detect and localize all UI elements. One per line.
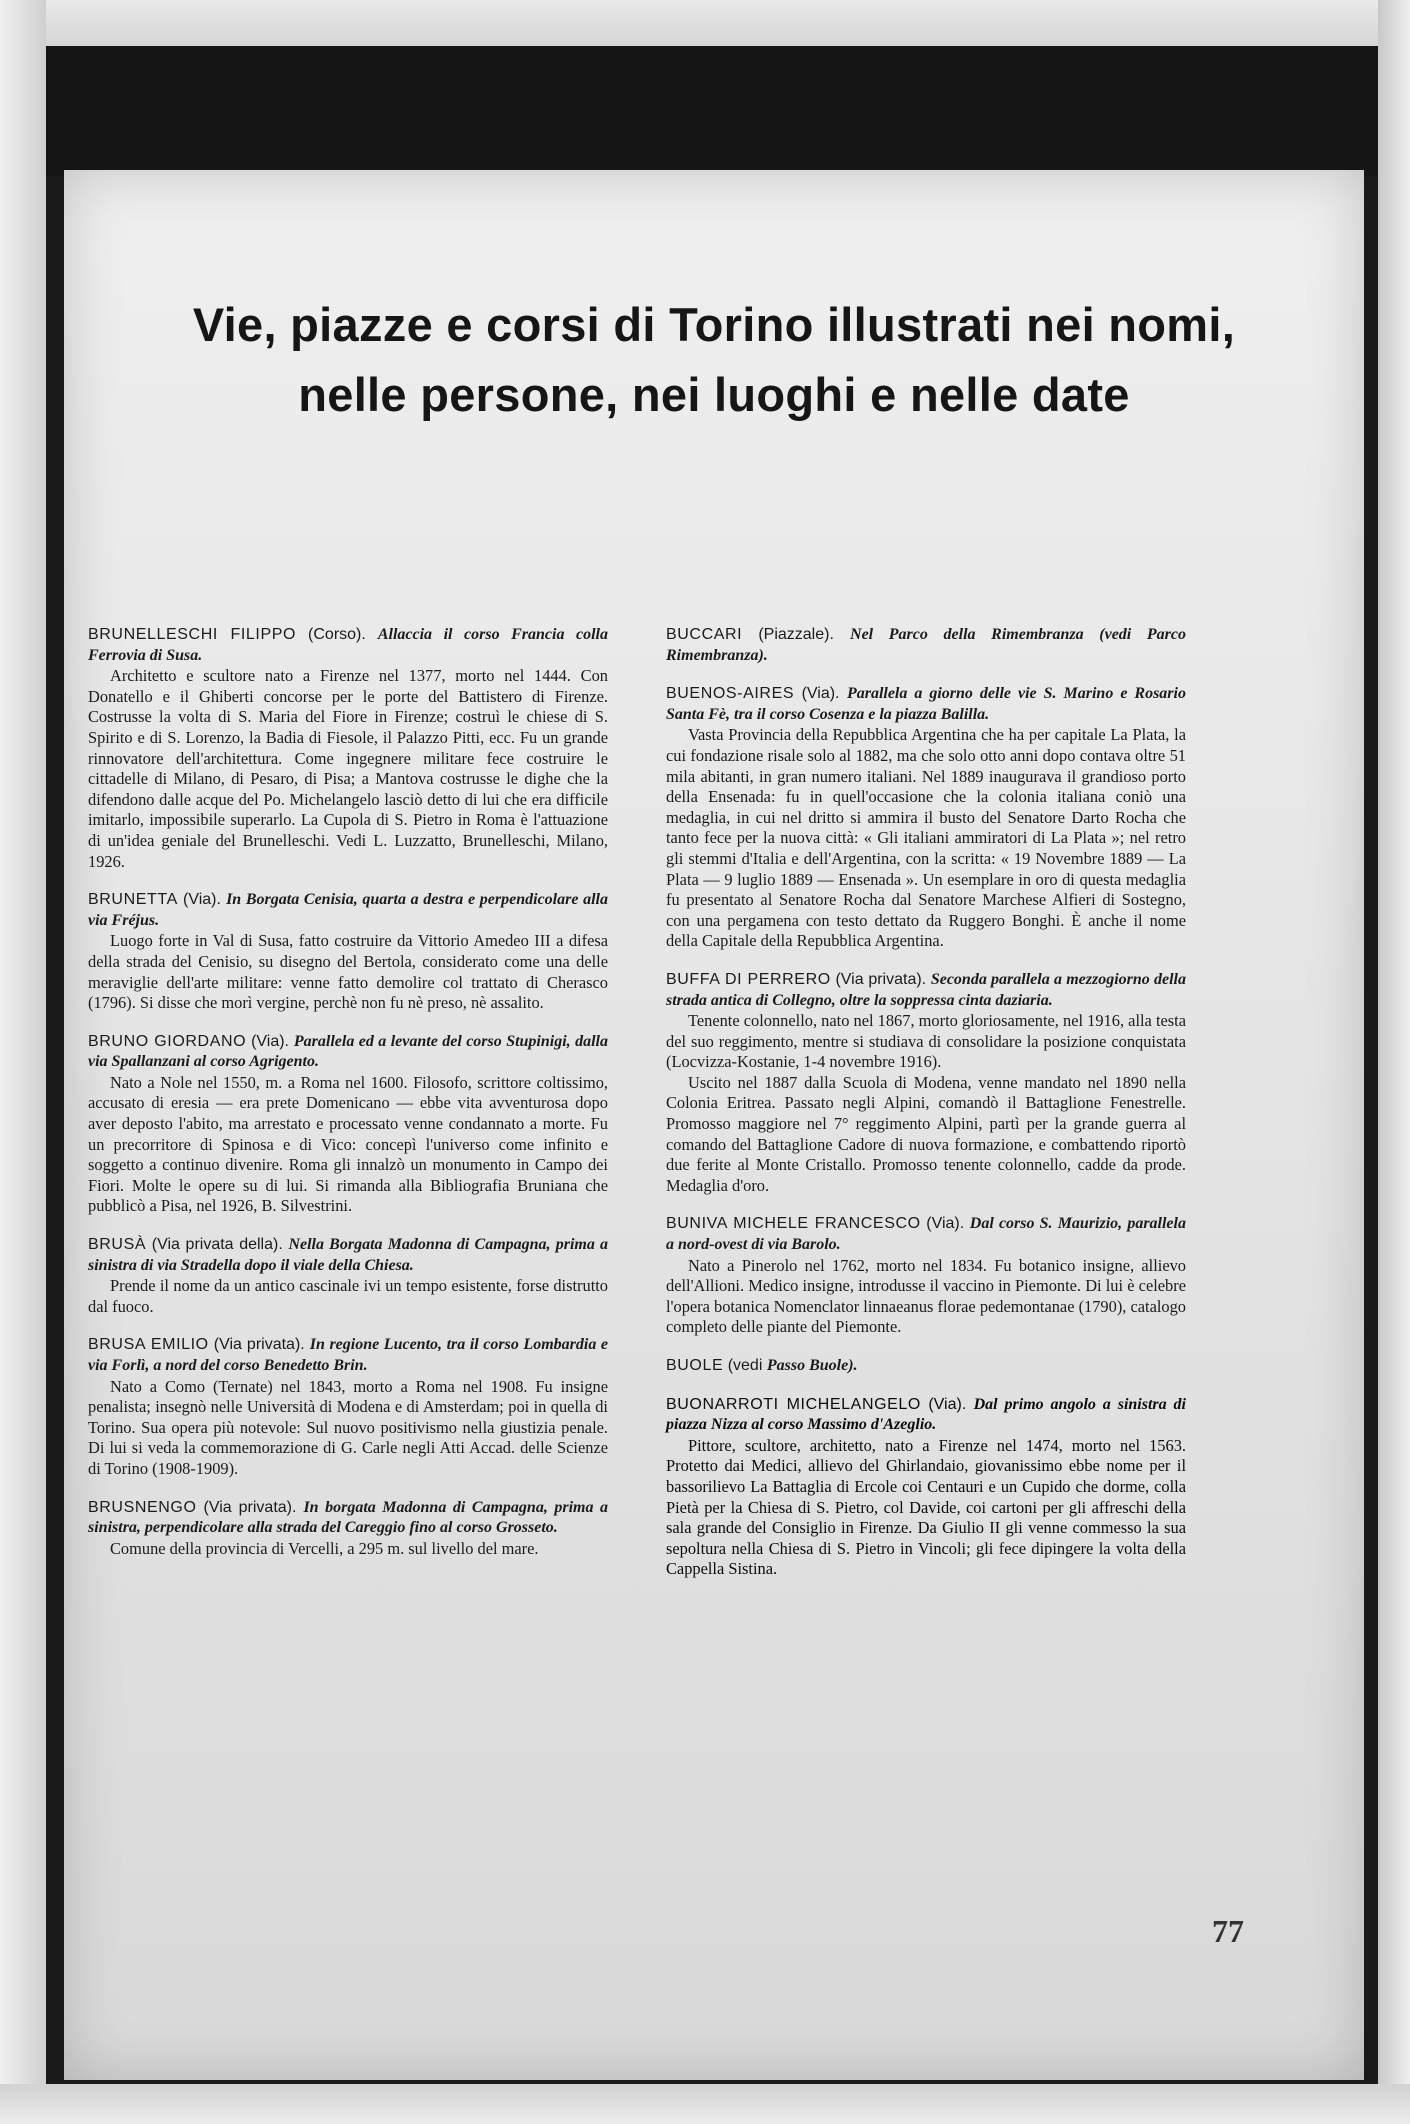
street-entry [88,890,608,1014]
street-entry [666,1356,1186,1377]
street-type: (Via privata). [203,1498,297,1516]
entry-heading [666,1356,1186,1377]
street-entry [666,684,1186,952]
entry-paragraph: Uscito nel 1887 dalla Scuola di Modena, venne mandato nel 1890 nella Colonia Eritrea. Passato negli Alpini, comandò il Battaglione Fenestrelle. Promosso maggiore nel 7° reggimento Alpini, partì per la grande guerra al comando del Battaglione Cadore di nuova formazione, e combattendo riportò due ferite al Monte Cristallo. Promosso tenente colonnello, cadde da prode. Medaglia d'oro. [666,1072,1186,1195]
page-number: 77 [1212,1913,1244,1949]
street-location: In regione Lucento, tra il corso Lombardia e via Forlì, a nord del corso Benedetto Brin. [88,1336,609,1374]
street-location: Seconda parallela a mezzogiorno della strada antica di Collegno, oltre la soppressa cinta daziaria. [666,970,1186,1009]
document-page [64,170,1364,2080]
street-type: (vedi [727,1357,763,1374]
street-name: BRUSNENGO [88,1498,197,1516]
entry-paragraph: Nato a Nole nel 1550, m. a Roma nel 1600. Filosofo, scrittore coltissimo, accusato di eresia — era prete Domenicano — ebbe vita avventurosa dopo aver deposto l'abito, ma arrestato e processato venne condannato a morte. Fu un precorritore di Spinosa e di Vico: concepì l'universo come infinito e soggetto a continuo divenire. Roma gli innalzò un monumento in Campo dei Fiori. Molte le opere su di lui. Si rimanda alla Bibliografia Bruniana che pubblicò a Pisa, nel 1926, B. Silvestrini. [88,1072,608,1216]
street-entry [88,1335,608,1479]
street-name: BUNIVA MICHELE FRANCESCO [666,1215,921,1233]
street-name: BRUSÀ [88,1236,147,1254]
scan-margin-right [1378,0,1410,2124]
street-name: BUOLE [666,1357,724,1374]
street-location: Passo Buole). [766,1357,858,1374]
street-location: Nella Borgata Madonna di Campagna, prima a sinistra di via Stradella dopo il viale della Chiesa. [88,1236,609,1274]
right-column [666,625,1186,1598]
street-location: Allaccia il corso Francia colla Ferrovia di Susa. [88,626,608,664]
street-type: (Via privata). [213,1336,305,1354]
page-title-line-2: nelle persone, nei luoghi e nelle date [298,368,1130,421]
street-name: BUFFA DI PERRERO [666,970,831,988]
street-entry [666,625,1186,666]
page-title-line-1: Vie, piazze e corsi di Torino illustrati nei nomi, [192,298,1236,351]
street-entry [666,970,1186,1197]
scan-margin-top [0,0,1410,46]
entry-paragraph: Pittore, scultore, architetto, nato a Firenze nel 1474, morto nel 1563. Protetto dai Medici, allievo del Ghirlandaio, giovanissimo ebbe nome per il bassorilievo La Battaglia di Ercole coi Centauri e un Cupido che dorme, colla Pietà per la Chiesa di S. Pietro, col Davide, coi cartoni per gli affreschi della sala grande del Consiglio in Firenze. Da Giulio II gli venne commesso la sua sepoltura nella Chiesa di S. Pietro in Vincoli; gli fece dipingere la volta della Cappella Sistina. [666,1435,1186,1579]
street-entry [88,1032,608,1217]
street-location: Nel Parco della Rimembranza (vedi Parco Rimembranza). [666,626,1187,664]
page-title [64,290,1364,430]
entry-paragraph: Luogo forte in Val di Susa, fatto costruire da Vittorio Amedeo III a difesa della strada del Cenisio, su disegno del Bertola, considerato come una delle meraviglie dell'arte militare: venne fatto demolire col trattato di Cherasco (1796). Si disse che morì vergine, perchè non fu nè preso, nè assalito. [88,931,608,1013]
entry-heading [666,1214,1186,1255]
entry-heading [88,1235,608,1276]
street-entry [88,1235,608,1317]
street-location: Dal primo angolo a sinistra di piazza Nizza al corso Massimo d'Azeglio. [666,1395,1186,1434]
street-entry [666,1395,1186,1580]
street-type: (Via). [182,891,221,909]
entry-heading [666,970,1186,1011]
entry-heading [666,625,1186,666]
street-type: (Via). [926,1215,965,1233]
entry-paragraph: Nato a Pinerolo nel 1762, morto nel 1834. Fu botanico insigne, allievo dell'Allioni. Medico insigne, introdusse il vaccino in Piemonte. Di lui è celebre l'opera botanica Nomenclator linnaeanus florae pedemontanae (1790), catalogo completo delle piante del Piemonte. [666,1255,1186,1337]
street-location: In borgata Madonna di Campagna, prima a sinistra, perpendicolare alla strada del Careggio fino al corso Grosseto. [88,1498,609,1537]
scan-margin-left [0,0,46,2124]
entry-paragraph: Tenente colonnello, nato nel 1867, morto gloriosamente, nel 1916, alla testa del suo reggimento, mentre si studiava di consolidare la posizione conquistata (Locvizza-Kostanie, 1-4 novembre 1916). [666,1011,1186,1072]
street-entry [666,1214,1186,1338]
street-type: (Via). [801,685,840,703]
entry-paragraph: Prende il nome da un antico cascinale ivi un tempo esistente, forse distrutto dal fuoco. [88,1276,608,1316]
entry-heading [666,684,1186,725]
street-name: BUCCARI [666,626,743,643]
scan-margin-bottom [0,2084,1410,2124]
street-entry [88,625,608,872]
entry-paragraph: Vasta Provincia della Repubblica Argentina che ha per capitale La Plata, la cui fondazione risale solo al 1882, ma che solo otto anni dopo contava oltre 51 mila abitanti, in gran numero italiani. Nel 1889 inaugurava il grandioso porto della Ensenada: fu in quell'occasione che la colonia italiana coniò una medaglia, in cui nel dritto si ammira il busto del Senatore Darto Rocha che tanto fece per la nuova città: « Gli italiani ammiratori di La Plata »; nel retro gli stemmi d'Italia e dell'Argentina, con la scritta: « 19 Novembre 1889 — La Plata — 9 luglio 1889 — Ensenada ». Un esemplare in oro di questa medaglia fu presentato al Senatore Rocha dal Senatore Marchese Alfieri di Sostegno, con una pergamena con testo dettato da Ruggero Bonghi. È anche il nome della Capitale della Repubblica Argentina. [666,725,1186,951]
street-name: BRUSA EMILIO [88,1336,209,1354]
entry-paragraph: Comune della provincia di Vercelli, a 295 m. sul livello del mare. [110,1538,539,1558]
entry-heading [88,1032,608,1073]
left-column [88,625,608,1577]
street-type: (Corso). [308,626,366,643]
entry-paragraph: Architetto e scultore nato a Firenze nel 1377, morto nel 1444. Con Donatello e il Ghiberti concorse per le porte del Battistero di Firenze. Costrusse la volta di S. Maria del Fiore in Firenze; costruì le chiese di S. Spirito e di S. Lorenzo, la Badia di Fiesole, il Palazzo Pitti, ecc. Fu un grande rinnovatore dell'architettura. Come ingegnere militare fece costruire le cittadelle di Milano, di Pesaro, di Pisa; a Mantova costrusse le dighe che la difendono dalle acque del Po. Michelangelo lasciò detto di lui che era difficile imitarlo, impossibile superarlo. La Cupola di S. Pietro in Roma è l'attuazione di un'idea geniale del Brunelleschi. Vedi L. Luzzatto, Brunelleschi, Milano, 1926. [88,666,608,871]
entry-paragraph: Nato a Como (Ternate) nel 1843, morto a Roma nel 1908. Fu insigne penalista; insegnò nelle Università di Modena e di Amsterdam; poi in quella di Torino. Sua opera più notevole: Sul nuovo positivismo nella giustizia penale. Di lui si veda la commemorazione di G. Carle negli Atti Accad. delle Scienze di Torino (1908-1909). [88,1376,608,1478]
entry-heading [88,1335,608,1376]
street-type: (Via). [251,1032,289,1050]
street-type: (Via privata). [835,970,927,988]
street-name: BUONARROTI MICHELANGELO [666,1395,921,1413]
entry-heading [88,625,608,666]
street-name: BRUNETTA [88,891,178,909]
street-location: Dal corso S. Maurizio, parallela a nord-ovest di via Barolo. [666,1215,1186,1254]
street-name: BUENOS-AIRES [666,685,795,703]
street-type: (Via privata della). [151,1236,283,1254]
street-name: BRUNO GIORDANO [88,1032,247,1050]
scan-dark-band [46,46,1378,176]
street-name: BRUNELLESCHI FILIPPO [88,626,297,643]
street-location: Parallela a giorno delle vie S. Marino e Rosario Santa Fè, tra il corso Cosenza e la piazza Balilla. [666,685,1186,723]
street-location: In Borgata Cenisia, quarta a destra e perpendicolare alla via Fréjus. [88,891,609,929]
street-location: Parallela ed a levante del corso Stupinigi, dalla via Spallanzani al corso Agrigento. [88,1032,608,1071]
entry-heading [88,1498,608,1539]
street-type: (Piazzale). [758,626,834,643]
street-entry [88,1498,608,1560]
street-type: (Via). [928,1395,967,1413]
entry-heading [666,1395,1186,1436]
entry-heading [88,890,608,931]
